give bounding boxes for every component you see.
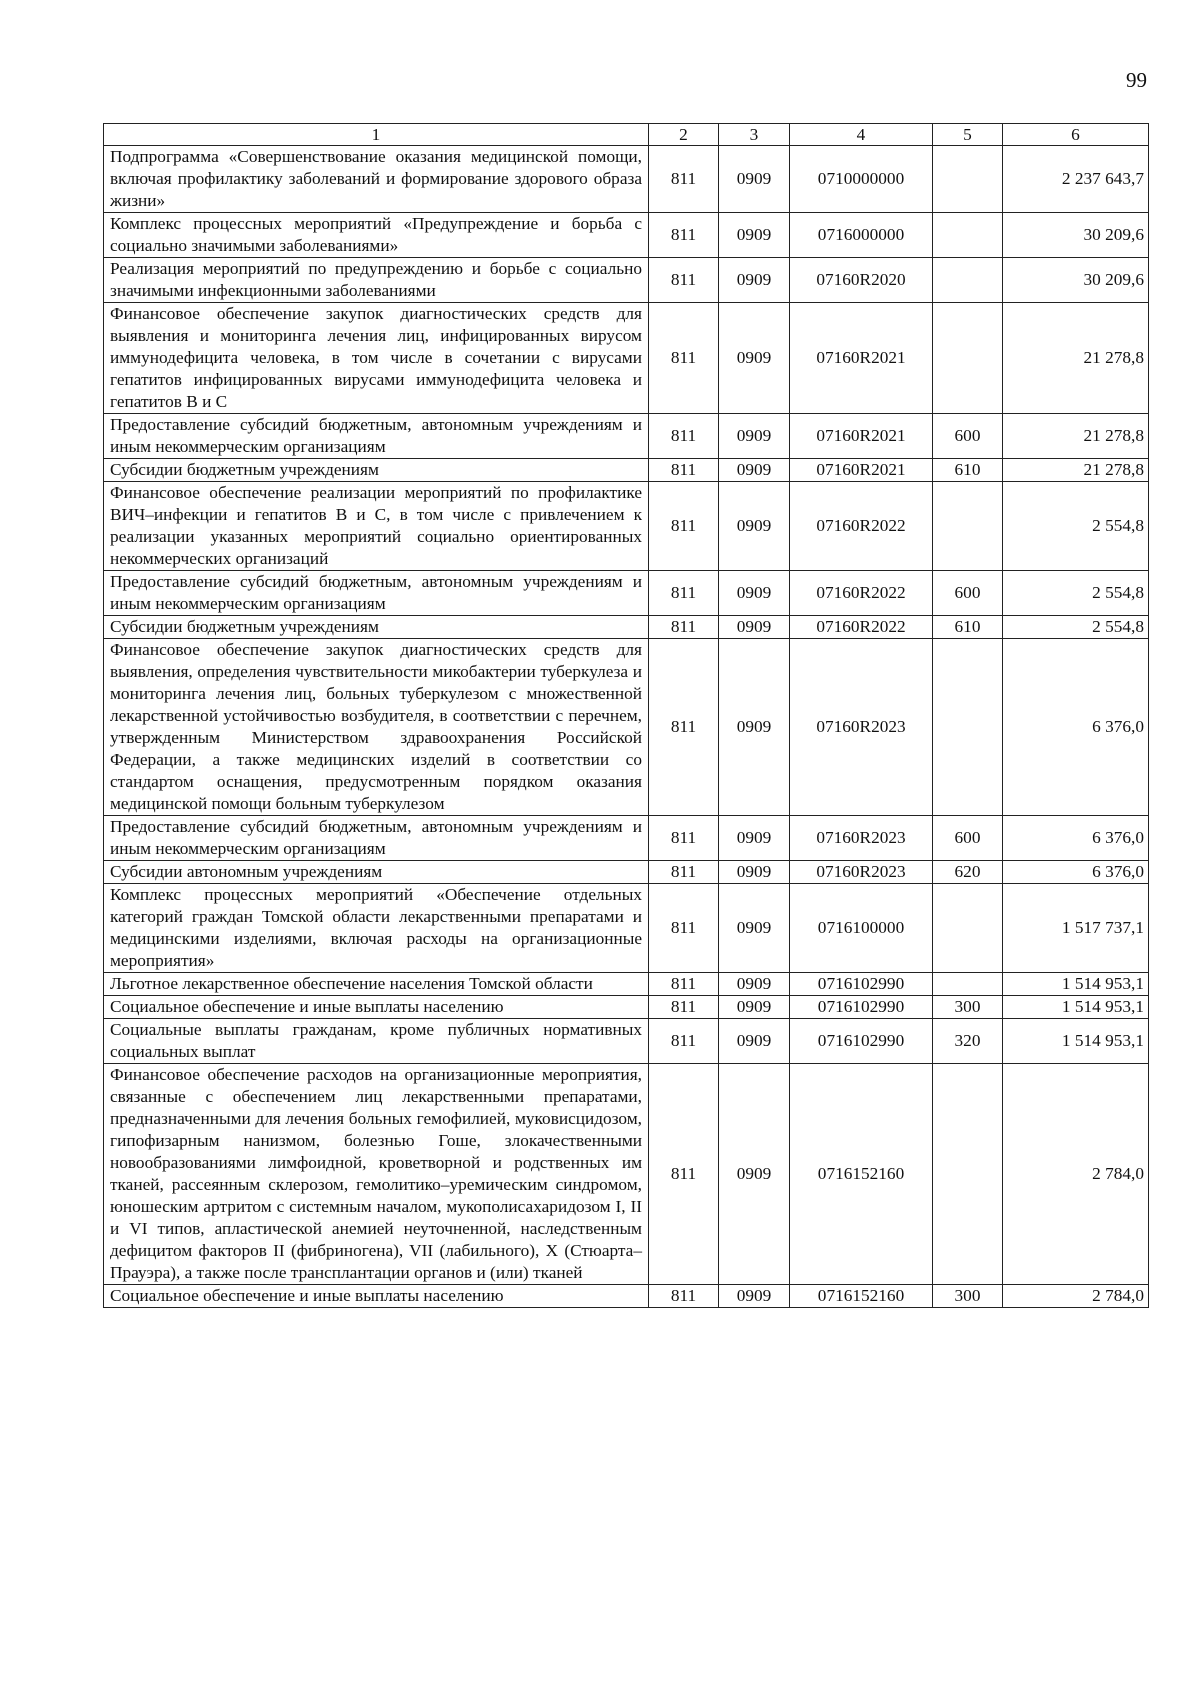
row-code-4: 07160R2022	[790, 482, 933, 571]
row-description: Субсидии бюджетным учреждениям	[104, 459, 649, 482]
row-code-3: 0909	[719, 303, 790, 414]
row-amount: 30 209,6	[1003, 213, 1149, 258]
row-code-2: 811	[649, 213, 719, 258]
row-description: Социальное обеспечение и иные выплаты населению	[104, 1285, 649, 1308]
header-cell: 4	[790, 124, 933, 146]
row-code-3: 0909	[719, 414, 790, 459]
row-amount: 2 784,0	[1003, 1064, 1149, 1285]
row-code-4: 07160R2020	[790, 258, 933, 303]
row-code-3: 0909	[719, 459, 790, 482]
row-description: Субсидии бюджетным учреждениям	[104, 616, 649, 639]
row-code-2: 811	[649, 258, 719, 303]
row-code-3: 0909	[719, 973, 790, 996]
row-description: Предоставление субсидий бюджетным, автономным учреждениям и иным некоммерческим организациям	[104, 571, 649, 616]
row-code-5	[933, 973, 1003, 996]
row-amount: 2 784,0	[1003, 1285, 1149, 1308]
row-code-3: 0909	[719, 996, 790, 1019]
row-code-5: 610	[933, 616, 1003, 639]
row-code-2: 811	[649, 414, 719, 459]
row-code-5: 320	[933, 1019, 1003, 1064]
row-description: Социальные выплаты гражданам, кроме публичных нормативных социальных выплат	[104, 1019, 649, 1064]
row-description: Финансовое обеспечение закупок диагностических средств для выявления, определения чувствительности микобактерии туберкулеза и мониторинга лечения лиц, больных туберкулезом с множественной лекарственной устойчивостью возбудителя, в соответствии с перечнем, утвержденным Министерством здравоохранения Российской Федерации, а также медицинских изделий в соответствии со стандартом оснащения, предусмотренным порядком оказания медицинской помощи больным туберкулезом	[104, 639, 649, 816]
row-code-2: 811	[649, 1064, 719, 1285]
row-amount: 6 376,0	[1003, 861, 1149, 884]
header-cell: 3	[719, 124, 790, 146]
header-cell: 1	[104, 124, 649, 146]
row-code-4: 0710000000	[790, 146, 933, 213]
row-code-4: 07160R2023	[790, 816, 933, 861]
row-code-2: 811	[649, 884, 719, 973]
row-code-4: 0716152160	[790, 1064, 933, 1285]
row-amount: 2 554,8	[1003, 616, 1149, 639]
row-code-3: 0909	[719, 1064, 790, 1285]
row-code-3: 0909	[719, 816, 790, 861]
row-description: Предоставление субсидий бюджетным, автономным учреждениям и иным некоммерческим организациям	[104, 414, 649, 459]
table-row	[104, 1019, 1149, 1064]
row-code-5: 600	[933, 571, 1003, 616]
table-row	[104, 571, 1149, 616]
header-cell: 5	[933, 124, 1003, 146]
row-code-3: 0909	[719, 571, 790, 616]
row-amount: 6 376,0	[1003, 639, 1149, 816]
row-amount: 1 517 737,1	[1003, 884, 1149, 973]
row-amount: 21 278,8	[1003, 459, 1149, 482]
table-row	[104, 996, 1149, 1019]
table-row	[104, 884, 1149, 973]
row-code-5	[933, 482, 1003, 571]
row-code-3: 0909	[719, 884, 790, 973]
row-code-3: 0909	[719, 861, 790, 884]
row-amount: 21 278,8	[1003, 303, 1149, 414]
row-code-3: 0909	[719, 1285, 790, 1308]
row-code-4: 0716000000	[790, 213, 933, 258]
row-amount: 1 514 953,1	[1003, 996, 1149, 1019]
row-description: Финансовое обеспечение расходов на организационные мероприятия, связанные с обеспечением лиц лекарственными препаратами, предназначенными для лечения больных гемофилией, муковисцидозом, гипофизарным нанизмом, болезнью Гоше, злокачественными новообразованиями лимфоидной, кроветворной и родственных им тканей, рассеянным склерозом, гемолитико–уремическим синдромом, юношеским артритом с системным началом, мукополисахаридозом I, II и VI типов, апластической анемией неуточненной, наследственным дефицитом факторов II (фибриногена), VII (лабильного), X (Стюарта–Прауэра), а также после трансплантации органов и (или) тканей	[104, 1064, 649, 1285]
row-description: Реализация мероприятий по предупреждению и борьбе с социально значимыми инфекционными заболеваниями	[104, 258, 649, 303]
table-row	[104, 861, 1149, 884]
row-code-5: 620	[933, 861, 1003, 884]
header-cell: 2	[649, 124, 719, 146]
row-amount: 2 237 643,7	[1003, 146, 1149, 213]
row-description: Комплекс процессных мероприятий «Обеспечение отдельных категорий граждан Томской области лекарственными препаратами и медицинскими изделиями, включая расходы на организационные мероприятия»	[104, 884, 649, 973]
row-description: Финансовое обеспечение реализации мероприятий по профилактике ВИЧ–инфекции и гепатитов B и C, в том числе с привлечением к реализации указанных мероприятий социально ориентированных некоммерческих организаций	[104, 482, 649, 571]
row-code-4: 0716102990	[790, 996, 933, 1019]
row-code-2: 811	[649, 1285, 719, 1308]
row-code-4: 07160R2021	[790, 414, 933, 459]
header-cell: 6	[1003, 124, 1149, 146]
table-row	[104, 459, 1149, 482]
row-description: Подпрограмма «Совершенствование оказания медицинской помощи, включая профилактику заболеваний и формирование здорового образа жизни»	[104, 146, 649, 213]
row-code-2: 811	[649, 1019, 719, 1064]
row-code-5	[933, 884, 1003, 973]
row-code-3: 0909	[719, 616, 790, 639]
table-row	[104, 1285, 1149, 1308]
table-row	[104, 146, 1149, 213]
row-code-3: 0909	[719, 258, 790, 303]
table-row	[104, 303, 1149, 414]
row-description: Комплекс процессных мероприятий «Предупреждение и борьба с социально значимыми заболеваниями»	[104, 213, 649, 258]
row-code-5	[933, 146, 1003, 213]
row-code-2: 811	[649, 571, 719, 616]
row-amount: 2 554,8	[1003, 571, 1149, 616]
page-number: 99	[1126, 68, 1147, 92]
table-row	[104, 1064, 1149, 1285]
row-amount: 21 278,8	[1003, 414, 1149, 459]
row-code-3: 0909	[719, 1019, 790, 1064]
row-amount: 30 209,6	[1003, 258, 1149, 303]
row-amount: 6 376,0	[1003, 816, 1149, 861]
row-code-2: 811	[649, 639, 719, 816]
table-row	[104, 973, 1149, 996]
row-code-4: 07160R2021	[790, 459, 933, 482]
row-code-4: 07160R2023	[790, 861, 933, 884]
budget-table	[103, 123, 1149, 1308]
table-row	[104, 639, 1149, 816]
row-code-5: 610	[933, 459, 1003, 482]
row-code-5: 300	[933, 996, 1003, 1019]
row-code-4: 0716102990	[790, 1019, 933, 1064]
row-code-5: 600	[933, 414, 1003, 459]
row-code-4: 07160R2022	[790, 571, 933, 616]
row-code-2: 811	[649, 146, 719, 213]
row-code-3: 0909	[719, 639, 790, 816]
row-code-2: 811	[649, 973, 719, 996]
row-code-3: 0909	[719, 213, 790, 258]
row-code-5	[933, 213, 1003, 258]
row-code-2: 811	[649, 616, 719, 639]
row-amount: 1 514 953,1	[1003, 1019, 1149, 1064]
row-code-2: 811	[649, 303, 719, 414]
row-code-2: 811	[649, 816, 719, 861]
row-code-5: 300	[933, 1285, 1003, 1308]
table-row	[104, 414, 1149, 459]
table-row	[104, 258, 1149, 303]
row-code-5	[933, 258, 1003, 303]
row-code-5	[933, 639, 1003, 816]
row-code-4: 0716100000	[790, 884, 933, 973]
row-code-5	[933, 1064, 1003, 1285]
row-code-4: 0716102990	[790, 973, 933, 996]
row-amount: 2 554,8	[1003, 482, 1149, 571]
table-row	[104, 816, 1149, 861]
table-row	[104, 616, 1149, 639]
row-amount: 1 514 953,1	[1003, 973, 1149, 996]
row-code-4: 07160R2022	[790, 616, 933, 639]
row-code-2: 811	[649, 459, 719, 482]
table-row	[104, 213, 1149, 258]
row-code-5	[933, 303, 1003, 414]
row-description: Предоставление субсидий бюджетным, автономным учреждениям и иным некоммерческим организациям	[104, 816, 649, 861]
row-code-4: 07160R2023	[790, 639, 933, 816]
header-row	[104, 124, 1149, 146]
row-code-2: 811	[649, 861, 719, 884]
row-description: Финансовое обеспечение закупок диагностических средств для выявления и мониторинга лечения лиц, инфицированных вирусом иммунодефицита человека, в том числе в сочетании с вирусами гепатитов инфицированных вирусами иммунодефицита человека и гепатитов B и C	[104, 303, 649, 414]
row-code-2: 811	[649, 482, 719, 571]
row-code-3: 0909	[719, 146, 790, 213]
row-code-3: 0909	[719, 482, 790, 571]
row-description: Субсидии автономным учреждениям	[104, 861, 649, 884]
table-row	[104, 482, 1149, 571]
row-code-4: 07160R2021	[790, 303, 933, 414]
row-code-4: 0716152160	[790, 1285, 933, 1308]
table-body	[104, 146, 1149, 1308]
row-description: Льготное лекарственное обеспечение населения Томской области	[104, 973, 649, 996]
row-code-2: 811	[649, 996, 719, 1019]
row-description: Социальное обеспечение и иные выплаты населению	[104, 996, 649, 1019]
row-code-5: 600	[933, 816, 1003, 861]
